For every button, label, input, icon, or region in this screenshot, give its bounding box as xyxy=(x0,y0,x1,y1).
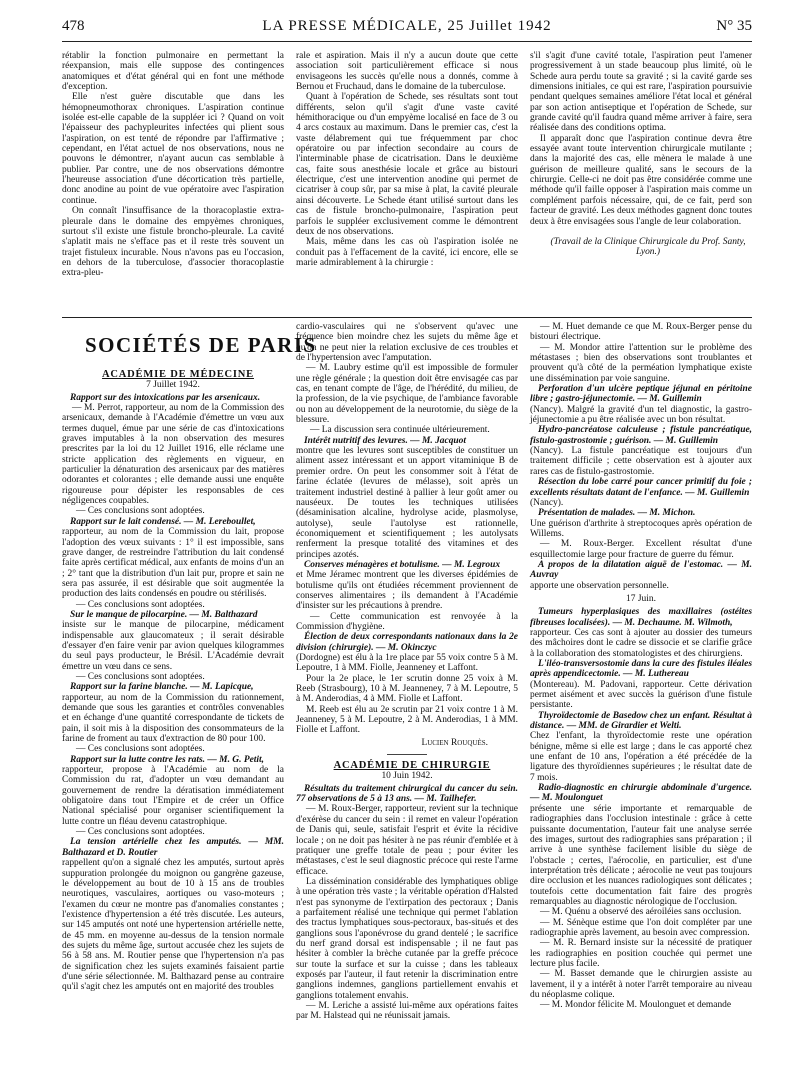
paragraph: — M. Roux-Berger, rapporteur, revient sur la technique d'exérèse du cancer du sein : il remet en valeur l'opération de Danis qui, seule, satisfait l'esprit et évite la récidive locale ; on ne doit pas hésiter à ne pas réunir d'emblée et à pratiquer une greffe totale de peau ; pour éviter les métastases, c'est le seul diagnostic précoce qui reste l'arme efficace. xyxy=(296,804,518,877)
paragraph: — M. Laubry estime qu'il est impossible de formuler une règle générale ; la question doit être envisagée cas par cas, en tenant compte de l'âge, de l'hérédité, du milieu, de la profession, de la vie psychique, de l'ambiance favorable ou non au développement de la neurotomie, du siège de la blessure. xyxy=(296,363,518,426)
paragraph: rapporteur, propose à l'Académie au nom de la Commission du rat, d'adopter un vœu demandant au gouvernement de rendre la dératisation immédiatement obligatoire dans tout l'Empire et de créer un Office National spécialisé pour organiser scientifiquement la lutte contre un fléau devenu catastrophique. xyxy=(62,765,284,827)
journal-title xyxy=(62,18,752,35)
paragraph: — M. Roux-Berger. Excellent résultat d'une esquillectomie large pour fracture de guerre du fémur. xyxy=(530,539,752,560)
left-column xyxy=(62,370,284,993)
conclusion-note: — Ces conclusions sont adoptées. xyxy=(76,506,205,517)
issue-date: 25 Juillet 1942 xyxy=(447,18,552,34)
paragraph: rapporteur, au nom de la Commission du rationnement, demande que sous les garanties et contrôles convenables et en échange d'une quantité correspondante de tickets de pain, il soit mis à la disposition des consommateurs de la farine de froment au taux d'extraction de 80 pour 100. xyxy=(62,692,284,745)
conclusion-note: — Ces conclusions sont adoptées. xyxy=(76,827,205,838)
right-blocks-a xyxy=(530,322,752,591)
communication-heading: Conserves ménagères et botulisme. — M. Legroux xyxy=(304,559,501,570)
page-number: 478 xyxy=(62,18,85,34)
paragraph: M. Reeb est élu au 2e scrutin par 21 voix contre 1 à M. Jeanneney, 5 à M. Lepoutre, 2 à M. Anderodias, 1 à MM. Fiolle et Laffont. xyxy=(296,704,518,736)
paragraph: Elle n'est guère discutable que dans les hémopneumothorax chroniques. L'aspiration continue isolée est-elle capable de la suppléer ici ? Quand on voit l'épaisseur des pachypleurites infectées qui plient sous l'aspiration, on est tenté de répondre par l'affirmative ; cependant, en l'état actuel de nos observations, nous ne pouvons le démontrer, n'ayant aucun cas semblable à publier. Par contre, une de nos observations démontre l'heureuse association d'une décortication très partielle, donc anodine au point de vue opératoire avec l'aspiration continue. xyxy=(62,92,284,206)
paragraph: — M. Mondor félicite M. Moulonguet et demande xyxy=(540,1000,732,1011)
paragraph: présente une série importante et remarquable de radiographies dans l'occlusion intestinale : grâce à cette puissante documentation, l'auteur fait une analyse serrée des images, surtout des radiographies sans préparation ; il arrive à une synthèse facilement lisible du siège de l'obstacle ; certes, l'aérocolie, en particulier, est d'une interprétation très délicate ; aérocolie ne veut pas toujours dire occlusion et les nuances radiologiques sont délicates ; toutefois cette documentation fait faire des progrès remarquables au diagnostic nérologique de l'occlusion. xyxy=(530,803,752,907)
communication-heading: L'iléo-transversostomie dans la cure des fistules iléales après appendicectomie. — M. Luthereau xyxy=(530,659,752,680)
paragraph: rétablir la fonction pulmonaire en permettant la réexpansion, mais elle suppose des contingences anatomiques et d'état général qui en font une méthode d'exception. xyxy=(62,51,284,93)
paragraph: — M. Sénèque estime que l'on doit compléter par une radiographie après lavement, au besoin avec compression. xyxy=(530,917,752,938)
paragraph: — M. R. Bernard insiste sur la nécessité de pratiquer les radiographies en position couchée qui permet une lecture plus facile. xyxy=(530,938,752,969)
communication-heading: Rapport sur des intoxications par les arsenicaux. xyxy=(70,392,261,403)
middle-blocks-b xyxy=(296,784,518,1022)
paragraph: Une guérison d'arthrite à streptocoques après opération de Willems. xyxy=(530,518,752,539)
communication-heading: Élection de deux correspondants nationaux dans la 2e division (chirurgie). — M. Okinczyc xyxy=(296,632,518,653)
paragraph: montre que les levures sont susceptibles de constituer un aliment assez intéressant et un apport vitaminique B de premier ordre. On peut les consommer soit à l'état de farine éclatée (levures de mélasse), soit après un traitement industriel destiné à pallier à leur goût amer ou nauséeux. De toutes les techniques utilisées (désaminisation alcaline, hydrolyse acide, plasmolyse, autolyse), seule l'autolyse est rationnelle, économiquement et scientifiquement ; les autolysats renferment la presque totalité des vitamines et des principes azotés. xyxy=(296,446,518,560)
communication-heading: Sur le manque de pilocarpine. — M. Balthazard xyxy=(70,609,258,620)
top-column-2 xyxy=(296,51,518,268)
right-blocks-b xyxy=(530,607,752,1010)
paragraph: s'il s'agit d'une cavité totale, l'aspiration peut l'amener progressivement à un stade beaucoup plus limité, où le Schede aura perdu toute sa gravité ; si la cavité garde ses dimensions initiales, ce qui est rare, l'aspiration poursuivie pendant quelques semaines améliore l'état local et général par son action antiseptique et l'opération de Schede, sur grande cavité qu'il faudra quand même arriver à faire, sera réalisée dans des conditions optima. xyxy=(530,51,752,134)
page-header xyxy=(62,18,752,38)
paragraph: — M. Mondor attire l'attention sur le problème des métastases ; bien des observations sont troublantes et prouvent qu'à côté de la perméation lymphatique existe une dissémination par voie sanguine. xyxy=(530,342,752,384)
paragraph: On connaît l'insuffisance de la thoracoplastie extra-pleurale dans le domaine des empyèmes chroniques, surtout s'il existe une fistule broncho-pleurale. La cavité s'aplatit mais ne s'efface pas et il reste très souvent un trajet fistuleux incurable. Nous n'avons pas eu l'occasion, en dehors de la tuberculose, d'associer thoracoplastie extra-pleu- xyxy=(62,206,284,279)
session-date: 17 Juin. xyxy=(626,593,656,604)
header-rule xyxy=(62,41,752,42)
section-title: ACADÉMIE DE CHIRURGIE xyxy=(333,760,491,772)
paragraph: — M. Huet demande ce que M. Roux-Berger pense du bistouri électrique. xyxy=(530,322,752,343)
paragraph: insiste sur le manque de pilocarpine, médicament indispensable aux glaucomateux ; il serait désirable d'essayer d'en faire venir par avion quelques kilogrammes du seul pays producteur, le Brésil. L'Académie devrait émettre un vœu dans ce sens. xyxy=(62,620,284,672)
societes-title: SOCIÉTÉS DE PARIS xyxy=(85,333,317,357)
middle-blocks-a xyxy=(296,322,518,736)
middle-column xyxy=(296,322,518,1022)
paragraph: (Nancy). Malgré la gravité d'un tel diagnostic, la gastro-jéjunectomie a pu être réalisée avec un bon résultat. xyxy=(530,404,752,426)
communication-heading: Rapport sur le lait condensé. — M. Lereboullet, xyxy=(70,516,256,527)
paragraph: (Dordogne) est élu à la 1re place par 55 voix contre 5 à M. Lepoutre, 1 à MM. Fiolle, Jeanneney et Laffont. xyxy=(296,653,518,674)
paragraph: apporte une observation personnelle. xyxy=(530,580,669,591)
communication-heading: Thyroïdectomie de Basedow chez un enfant. Résultat à distance. — MM. de Girardier et Welti. xyxy=(530,710,752,732)
paragraph: Il apparaît donc que l'aspiration continue devra être essayée avant toute intervention chirurgicale mutilante ; dans la majorité des cas, elle mènera le malade à une guérison de meilleure qualité, sans le secours de la chirurgie. Celle-ci ne doit pas être considérée comme une méthode qu'il faille opposer à l'aspiration mais comme un complément parfois nécessaire, qui, de ce fait, perd son facteur de gravité. Les deux méthodes gagnent donc toutes deux à être envisagées sous l'angle de leur colaboration. xyxy=(530,133,752,227)
paragraph: — M. Leriche a assisté lui-même aux opérations faites par M. Halstead qui ne réunissait jamais. xyxy=(296,1001,518,1022)
paragraph: — M. Basset demande que le chirurgien assiste au lavement, il y a intérêt à noter l'arrêt temporaire au niveau du néoplasme colique. xyxy=(530,969,752,1000)
conclusion-note: — Ces conclusions sont adoptées. xyxy=(76,744,205,755)
communication-heading: Résultats du traitement chirurgical du cancer du sein. 77 observations de 5 à 13 ans. — M. Tailhefer. xyxy=(296,783,518,805)
communication-heading: Hydro-pancréatose calculeuse ; fistule pancréatique, fistulo-gastrostomie ; guérison. — M. Guillemin xyxy=(530,425,752,446)
paragraph: (Nancy). La fistule pancréatique est toujours d'un traitement difficile ; cette observation est à ajouter aux rares cas de fistulo-gastrostomie. xyxy=(530,446,752,477)
communication-heading: Résection du lobe carré pour cancer primitif du foie ; excellents résultats datant de l'enfance. — M. Guillemin xyxy=(530,477,752,498)
communication-heading: Intérêt nutritif des levures. — M. Jacquot xyxy=(304,435,467,446)
paragraph: (Nancy). xyxy=(530,497,564,508)
report-signature: Lucien Rouquès. xyxy=(421,737,488,748)
conclusion-note: — La discussion sera continuée ultérieurement. xyxy=(310,425,490,436)
separator xyxy=(387,754,427,755)
paragraph: et Mme Jéramec montrent que les diverses épidémies de botulisme qu'ils ont étudiées récemment proviennent de conserves alimentaires ; ils demandent à l'Académie d'insister sur les précautions à prendre. xyxy=(296,570,518,612)
article-signature: (Travail de la Clinique Chirurgicale du Prof. Santy, Lyon.) xyxy=(550,236,746,258)
paragraph: — M. Quénu a observé des aéroiléies sans occlusion. xyxy=(540,907,742,918)
session-date: 7 Juillet 1942. xyxy=(146,380,200,391)
top-column-3 xyxy=(530,51,752,258)
communication-heading: Radio-diagnostic en chirurgie abdominale d'urgence. — M. Moulonguet xyxy=(530,783,752,804)
paragraph: Mais, même dans les cas où l'aspiration isolée ne conduit pas à l'effacement de la cavité, ici encore, elle se marie admirablement à la chirurgie : xyxy=(296,237,518,268)
communication-heading: Perforation d'un ulcère peptique jéjunal en péritoine libre ; gastro-jéjunectomie. — M. Guillemin xyxy=(530,384,752,405)
paragraph: — M. Perrot, rapporteur, au nom de la Commission des arsenicaux, demande à l'Académie d'émettre un vœu aux termes duquel, émue par une série de cas d'intoxications graves imputables à la non observation des mesures prescrites par la loi du 12 Juillet 1916, elle réclame une stricte application des règlements en vigueur, en particulier la dénaturation des arsenicaux par des matières odorantes et colorantes ; elle demande aussi une enquête rigoureuse pour dépister les responsables de ces négligences coupables. xyxy=(62,403,284,507)
paragraph: Chez l'enfant, la thyroïdectomie reste une opération bénigne, même si elle est large ; dans le cas apporté chez une enfant de 10 ans, l'opération a été précédée de la ligature des thyroïdiennes supérieures ; le résultat date de 7 mois. xyxy=(530,731,752,783)
section-title: ACADÉMIE DE MÉDECINE xyxy=(102,369,254,380)
communication-heading: A propos de la dilatation aiguë de l'estomac. — M. Auvray xyxy=(530,559,752,581)
communication-heading: Présentation de malades. — M. Michon. xyxy=(538,508,696,519)
communication-heading: La tension artérielle chez les amputés. — MM. Balthazard et D. Routier xyxy=(62,837,284,858)
communication-heading: Rapport sur la lutte contre les rats. — M. G. Petit, xyxy=(70,754,265,765)
left-blocks xyxy=(62,393,284,993)
paragraph: La dissémination considérable des lymphatiques oblige à une opération très vaste ; la véritable opération d'Halsted n'est pas synonyme de l'extirpation des pectoraux ; Danis a parfaitement réalisé une technique qui permet l'ablation des tractus lymphatiques sous-pectoraux, bas-situés et des ganglions sous l'aponévrose du grand dentelé ; le sacrifice du nerf grand dorsal est indispensable ; il ne faut pas hésiter à combler la brèche cutanée par la greffe précoce sur toute la surface et sur la cuisse ; dans les tableaux exposés par l'auteur, il faut retenir la discrimination entre ganglions indemnes, ganglions partiellement envahis et ganglions totalement envahis. xyxy=(296,876,518,1001)
paragraph: Pour la 2e place, le 1er scrutin donne 25 voix à M. Reeb (Strasbourg), 10 à M. Jeanneney, 7 à M. Lepoutre, 5 à M. Anderodias, 4 à MM. Fiolle et Laffont. xyxy=(296,673,518,705)
top-column-1 xyxy=(62,51,284,279)
paragraph: (Montereau). M. Padovani, rapporteur. Cette dérivation permet aisément et avec succès la guérison d'une fistule persistante. xyxy=(530,679,752,711)
communication-heading: Tumeurs hyperplasiques des maxillaires (ostéites fibreuses localisées). — M. Dechaume. M. Wilmoth, xyxy=(530,607,752,628)
communication-heading: Rapport sur la farine blanche. — M. Lapicque, xyxy=(70,682,254,693)
paragraph: rappellent qu'on a signalé chez les amputés, surtout après suppuration prolongée du moignon ou gangrène gazeuse, le développement au bout de 10 à 15 ans de troubles neurotiques, vasculaires, aortiques ou vaso-moteurs ; l'examen du cœur ne montre pas d'anomalies constantes ; l'existence d'hypertension a été très discutée. Les auteurs, sur 145 amputés ont noté une hypertension artérielle nette, de 45 mm. en moyenne au-dessus de la tension normale des sujets du même âge, surtout accusée chez les sujets de 56 à 58 ans. M. Routier pense que l'hypertension n'a pas de signification chez les sujets examinés faisaient partie d'une série sélectionnée. M. Balthazard pense au contraire qu'il s'agit chez les amputés ont en majorité des troubles xyxy=(62,858,284,993)
session-date: 10 Juin 1942. xyxy=(381,771,433,782)
right-column xyxy=(530,322,752,1011)
paragraph: rale et aspiration. Mais il n'y a aucun doute que cette association soit particulièrement efficace si nous envisageons les succès qu'elle nous a donnés, comme à Bernou et Fruchaud, dans le domaine de la tuberculose. xyxy=(296,51,518,93)
paragraph: rapporteur, au nom de la Commission du lait, propose l'adoption des vœux suivants : 1° il est impossible, sans grave danger, de restreindre l'attribution du lait condensé faite après certificat médical, aux enfants de moins d'un an ; 2° tant que la distribution d'un lait pur, propre et sain ne sera pas assurée, il est désirable que soit augmentée la production des laits condensés en poudre ou stérilisés. xyxy=(62,527,284,600)
paragraph: cardio-vasculaires qui ne s'observent qu'avec une fréquence bien moindre chez les sujets du même âge et qu'on ne peut nier la relation exclusive de ces troubles et de l'hypertension avec l'amputation. xyxy=(296,322,518,364)
journal-name: LA PRESSE MÉDICALE, xyxy=(262,18,443,34)
section-rule xyxy=(62,317,752,318)
paragraph: rapporteur. Ces cas sont à ajouter au dossier des tumeurs des mâchoires dont le cadre se dissocie et se clarifie grâce à la collaboration des stomatologistes et des chirurgiens. xyxy=(530,627,752,659)
issue-number: N° 35 xyxy=(716,18,752,34)
paragraph: Quant à l'opération de Schede, ses résultats sont tout différents, selon qu'il s'agit d'une vaste cavité hémithoracique ou d'un empyème localisé en face de 3 ou 4 arcs costaux au maximum. Dans le premier cas, c'est la vaste délabrement qui tue fréquemment par choc opératoire ou par infection secondaire au cours de l'interminable phase de cicatrisation. Dans le deuxième cas, faite sous anesthésie locale et grâce au bistouri électrique, c'est une intervention anodine qui permet de cicatriser à coup sûr, par sa mise à plat, la cavité pleurale ainsi découverte. Le Schede étant utilisé surtout dans les cas de fistule broncho-pulmonaire, l'aspiration peut parfois le suppléer exclusivement comme le démontrent deux de nos observations. xyxy=(296,92,518,237)
conclusion-note: — Ces conclusions sont adoptées. xyxy=(76,671,205,682)
conclusion-note: — Ces conclusions sont adoptées. xyxy=(76,599,205,610)
conclusion-note: — Cette communication est renvoyée à la Commission d'hygiène. xyxy=(296,611,518,632)
